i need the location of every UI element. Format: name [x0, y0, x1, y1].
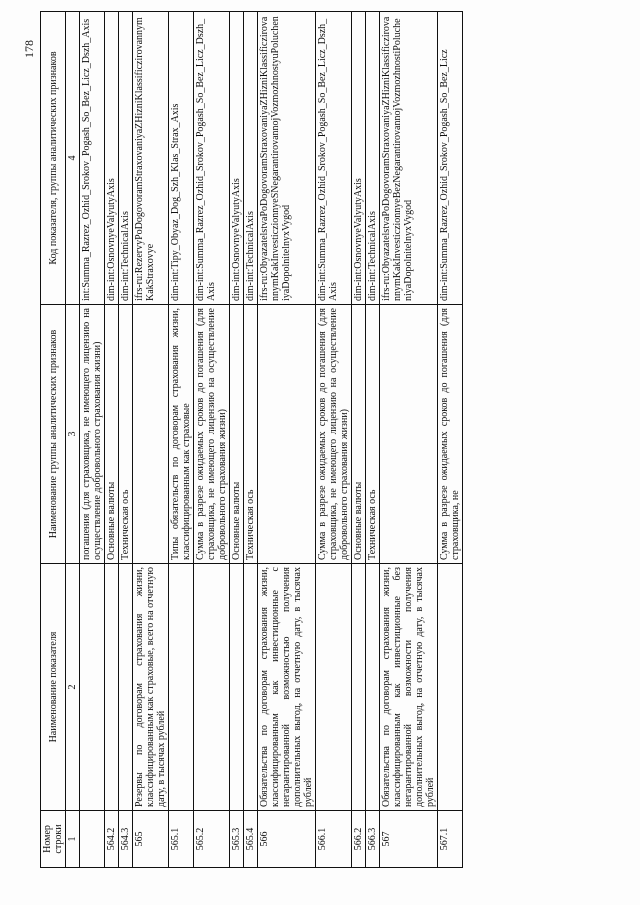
indicator-code: dim-int:OsnovnyeValyutyAxis	[105, 12, 119, 305]
table-row	[119, 12, 133, 868]
indicator-code: dim-int:TechnicalAxis	[244, 12, 258, 305]
indicator-code: dim-int:OsnovnyeValyutyAxis	[230, 12, 244, 305]
table-row	[105, 12, 119, 868]
column-number: 2	[66, 564, 80, 811]
row-number: 566.1	[316, 811, 352, 868]
table-row	[244, 12, 258, 868]
row-number: 567	[380, 811, 438, 868]
indicator-name	[244, 564, 258, 811]
group-name: Сумма в разрезе ожидаемых сроков до погашения (для страховщика, не имеющего лицензию на осуществление добровольного страхования жизни)	[316, 305, 352, 564]
indicator-code: dim-int:Summa_Razrez_Ozhid_Srokov_Pogash_So_Bez_Licz	[438, 12, 463, 305]
group-name	[380, 305, 438, 564]
indicator-name	[80, 564, 105, 811]
header-group-name: Наименование группы аналитических признаков	[41, 305, 66, 564]
column-number-row	[66, 12, 80, 868]
indicator-name	[169, 564, 194, 811]
indicator-code: int:Summa_Razrez_Ozhid_Srokov_Pogash_So_Bez_Licz_Dszh_Axis	[80, 12, 105, 305]
header-row-number: Номер строки	[41, 811, 66, 868]
table-row	[380, 12, 438, 868]
indicator-name	[194, 564, 230, 811]
row-number: 566.3	[366, 811, 380, 868]
table-row	[133, 12, 169, 868]
table-row	[438, 12, 463, 868]
row-number: 567.1	[438, 811, 463, 868]
indicator-code: dim-int:OsnovnyeValyutyAxis	[352, 12, 366, 305]
row-number: 566	[258, 811, 316, 868]
group-name: Типы обязательств по договорам страхования жизни, классифицированным как страховые	[169, 305, 194, 564]
row-number: 565.3	[230, 811, 244, 868]
group-name: Основные валюты	[230, 305, 244, 564]
header-indicator-name: Наименование показателя	[41, 564, 66, 811]
indicator-code: dim-int:Summa_Razrez_Ozhid_Srokov_Pogash_So_Bez_Licz_Dszh_Axis	[316, 12, 352, 305]
page-number: 178	[22, 40, 36, 58]
indicator-name	[438, 564, 463, 811]
indicator-name: Обязательства по договорам страхования жизни, классифицированным как инвестиционные без негарантированной возможности получения дополнительных выгод, на отчетную дату, в тысячах рублей	[380, 564, 438, 811]
indicator-code: dim-int:TechnicalAxis	[366, 12, 380, 305]
indicator-name	[230, 564, 244, 811]
column-number: 3	[66, 305, 80, 564]
table-row	[366, 12, 380, 868]
group-name: Сумма в разрезе ожидаемых сроков до погашения (для страховщика, не имеющего лицензию на осуществление добровольного страхования жизни)	[194, 305, 230, 564]
row-number: 565.4	[244, 811, 258, 868]
row-number: 566.2	[352, 811, 366, 868]
indicator-name	[366, 564, 380, 811]
indicator-code: dim-int:Tipy_Obyaz_Dog_Szh_Klas_Strax_Axis	[169, 12, 194, 305]
column-number: 4	[66, 12, 80, 305]
row-number	[80, 811, 105, 868]
group-name: Основные валюты	[105, 305, 119, 564]
indicator-name	[119, 564, 133, 811]
group-name: погашения (для страховщика, не имеющего лицензию на осуществление добровольного страхования жизни)	[80, 305, 105, 564]
indicator-code: dim-int:Summa_Razrez_Ozhid_Srokov_Pogash_So_Bez_Licz_Dszh_Axis	[194, 12, 230, 305]
row-number: 564.2	[105, 811, 119, 868]
indicator-code: ifrs-ru:RezervyPoDogovoramStraxovaniyaZHizniKlassificzirovannymKakStraxovye	[133, 12, 169, 305]
group-name	[258, 305, 316, 564]
row-number: 565.1	[169, 811, 194, 868]
indicator-name	[316, 564, 352, 811]
column-number: 1	[66, 811, 80, 868]
row-number: 564.3	[119, 811, 133, 868]
indicator-code: dim-int:TechnicalAxis	[119, 12, 133, 305]
table-row	[258, 12, 316, 868]
header-row	[41, 12, 66, 868]
indicator-code: ifrs-ru:ObyazatelstvaPoDogovoramStraxovaniyaZHizniKlassificzirovannymKakInvesticzionnyeBezNegarantirovannojVozmozhnostiPolucheniyaDopolnitelnyxVygod	[380, 12, 438, 305]
table-row	[352, 12, 366, 868]
header-code: Код показателя, группы аналитических признаков	[41, 12, 66, 305]
group-name: Техническая ось	[244, 305, 258, 564]
group-name: Основные валюты	[352, 305, 366, 564]
indicator-name	[352, 564, 366, 811]
table-row	[194, 12, 230, 868]
indicator-name	[105, 564, 119, 811]
group-name: Сумма в разрезе ожидаемых сроков до погашения (для страховщика, не	[438, 305, 463, 564]
table-body	[80, 12, 463, 868]
indicator-name: Резервы по договорам страхования жизни, классифицированным как страховые, всего на отчетную дату, в тысячах рублей	[133, 564, 169, 811]
indicator-code: ifrs-ru:ObyazatelstvaPoDogovoramStraxovaniyaZHizniKlassificzirovannymKakInvesticzionnyeSNegarantirovannojVozmozhnostyuPolucheniyaDopolnitelnyxVygod	[258, 12, 316, 305]
group-name	[133, 305, 169, 564]
rotated-page-content	[22, 16, 588, 868]
row-number: 565	[133, 811, 169, 868]
row-number: 565.2	[194, 811, 230, 868]
table-row	[80, 12, 105, 868]
group-name: Техническая ось	[366, 305, 380, 564]
table-row	[169, 12, 194, 868]
indicator-table	[40, 11, 463, 868]
table-row	[230, 12, 244, 868]
group-name: Техническая ось	[119, 305, 133, 564]
table-row	[316, 12, 352, 868]
indicator-name: Обязательства по договорам страхования жизни, классифицированным как инвестиционные с негарантированной возможностью получения дополнительных выгод, на отчетную дату, в тысячах рублей	[258, 564, 316, 811]
